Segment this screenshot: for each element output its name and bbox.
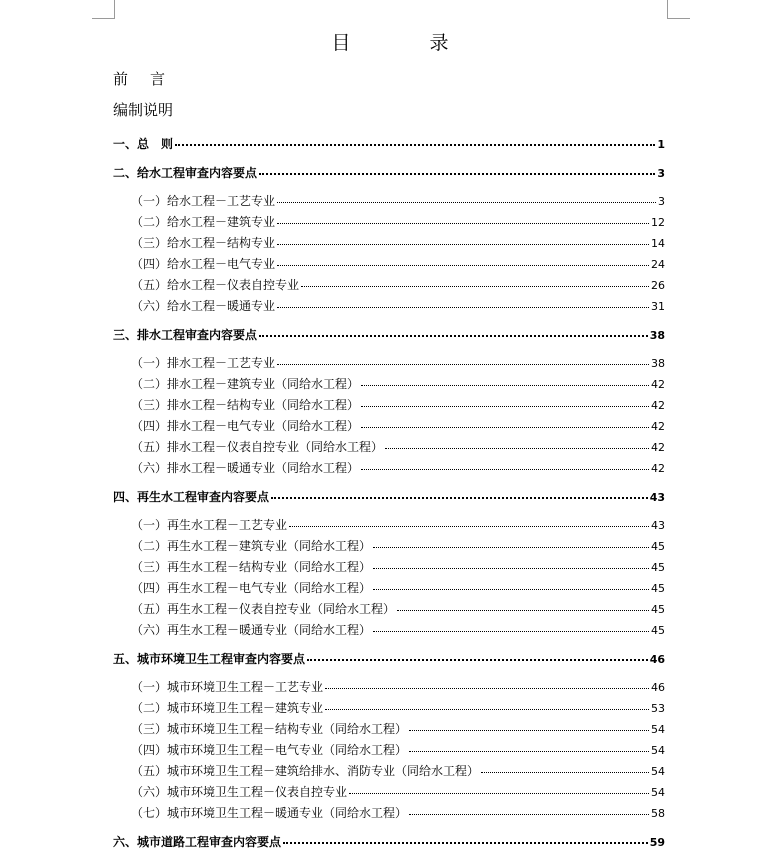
- page-corner-mark-right: [667, 0, 690, 19]
- toc-dot-leader: [277, 223, 649, 224]
- toc-dot-leader: [373, 568, 649, 569]
- toc-page-number: 26: [651, 279, 665, 292]
- toc-dot-leader: [373, 589, 649, 590]
- toc-page-number: 45: [651, 561, 665, 574]
- toc-entry-label: （四）给水工程－电气专业: [131, 257, 276, 271]
- toc-entry-label: （四）排水工程－电气专业（同给水工程）: [131, 419, 360, 433]
- toc-dot-leader: [325, 709, 649, 710]
- toc-page-number: 46: [651, 681, 665, 694]
- toc-dot-leader: [373, 547, 649, 548]
- toc-entry-label: （五）城市环境卫生工程－建筑给排水、消防专业（同给水工程）: [131, 764, 480, 778]
- toc-section-entry[interactable]: [131, 439, 665, 455]
- toc-page-number: 14: [651, 237, 665, 250]
- front-compilation-notes[interactable]: 编制说明: [113, 101, 174, 119]
- toc-entry-label: 五、城市环境卫生工程审查内容要点: [113, 652, 306, 666]
- toc-dot-leader: [277, 265, 649, 266]
- toc-section-entry[interactable]: [131, 601, 665, 617]
- toc-dot-leader: [259, 335, 648, 337]
- toc-entry-label: （二）城市环境卫生工程－建筑专业: [131, 701, 324, 715]
- toc-page-number: 54: [651, 786, 665, 799]
- toc-entry-label: （三）排水工程－结构专业（同给水工程）: [131, 398, 360, 412]
- toc-dot-leader: [361, 427, 649, 428]
- toc-entry-label: （三）给水工程－结构专业: [131, 236, 276, 250]
- toc-page-number: 45: [651, 582, 665, 595]
- toc-section-entry[interactable]: [131, 805, 665, 821]
- toc-page-number: 38: [649, 329, 665, 342]
- toc-page-number: 38: [651, 357, 665, 370]
- toc-entry-label: （五）排水工程－仪表自控专业（同给水工程）: [131, 440, 384, 454]
- toc-entry-label: 六、城市道路工程审查内容要点: [113, 835, 282, 849]
- toc-dot-leader: [283, 842, 648, 844]
- toc-entry-label: （二）排水工程－建筑专业（同给水工程）: [131, 377, 360, 391]
- toc-dot-leader: [361, 406, 649, 407]
- toc-dot-leader: [409, 751, 649, 752]
- toc-page-number: 53: [651, 702, 665, 715]
- toc-chapter-entry[interactable]: [113, 165, 665, 181]
- toc-section-entry[interactable]: [131, 397, 665, 413]
- toc-dot-leader: [277, 307, 649, 308]
- toc-page-number: 31: [651, 300, 665, 313]
- toc-page-number: 3: [657, 167, 665, 180]
- toc-entry-label: （六）给水工程－暖通专业: [131, 299, 276, 313]
- toc-entry-label: （三）城市环境卫生工程－结构专业（同给水工程）: [131, 722, 408, 736]
- toc-section-entry[interactable]: [131, 517, 665, 533]
- toc-page-number: 42: [651, 399, 665, 412]
- toc-entry-label: （一）再生水工程－工艺专业: [131, 518, 288, 532]
- toc-section-entry[interactable]: [131, 235, 665, 251]
- toc-entry-label: （四）再生水工程－电气专业（同给水工程）: [131, 581, 372, 595]
- toc-entry-label: （五）再生水工程－仪表自控专业（同给水工程）: [131, 602, 396, 616]
- toc-dot-leader: [373, 631, 649, 632]
- toc-page-number: 43: [649, 491, 665, 504]
- toc-entry-label: （四）城市环境卫生工程－电气专业（同给水工程）: [131, 743, 408, 757]
- toc-page-number: 45: [651, 603, 665, 616]
- toc-section-entry[interactable]: [131, 376, 665, 392]
- toc-section-entry[interactable]: [131, 193, 665, 209]
- toc-entry-label: （一）排水工程－工艺专业: [131, 356, 276, 370]
- toc-dot-leader: [397, 610, 649, 611]
- toc-dot-leader: [409, 730, 649, 731]
- toc-section-entry[interactable]: [131, 538, 665, 554]
- toc-entry-label: 二、给水工程审查内容要点: [113, 166, 258, 180]
- toc-entry-label: （一）城市环境卫生工程－工艺专业: [131, 680, 324, 694]
- toc-entry-label: （六）再生水工程－暖通专业（同给水工程）: [131, 623, 372, 637]
- toc-dot-leader: [349, 793, 649, 794]
- toc-dot-leader: [277, 364, 649, 365]
- toc-dot-leader: [409, 814, 649, 815]
- toc-dot-leader: [301, 286, 649, 287]
- toc-section-entry[interactable]: [131, 559, 665, 575]
- toc-page-number: 45: [651, 540, 665, 553]
- page-title: 目 录: [331, 32, 479, 54]
- toc-page-number: 54: [651, 765, 665, 778]
- front-preface[interactable]: 前言: [113, 70, 188, 88]
- page-corner-mark-left: [92, 0, 115, 19]
- toc-entry-label: 一、总 则: [113, 137, 174, 151]
- toc-chapter-entry[interactable]: [113, 327, 665, 343]
- toc-entry-label: （二）再生水工程－建筑专业（同给水工程）: [131, 539, 372, 553]
- toc-section-entry[interactable]: [131, 580, 665, 596]
- toc-entry-label: （二）给水工程－建筑专业: [131, 215, 276, 229]
- toc-entry-label: （三）再生水工程－结构专业（同给水工程）: [131, 560, 372, 574]
- toc-page-number: 1: [657, 138, 665, 151]
- toc-page-number: 42: [651, 420, 665, 433]
- toc-section-entry[interactable]: [131, 784, 665, 800]
- toc-entry-label: （七）城市环境卫生工程－暖通专业（同给水工程）: [131, 806, 408, 820]
- toc-page-number: 45: [651, 624, 665, 637]
- toc-section-entry[interactable]: [131, 742, 665, 758]
- toc-page-number: 42: [651, 462, 665, 475]
- toc-section-entry[interactable]: [131, 679, 665, 695]
- toc-dot-leader: [175, 144, 655, 146]
- toc-dot-leader: [271, 497, 648, 499]
- toc-page-number: 58: [651, 807, 665, 820]
- toc-page-number: 42: [651, 441, 665, 454]
- toc-dot-leader: [361, 385, 649, 386]
- toc-section-entry[interactable]: [131, 763, 665, 779]
- toc-dot-leader: [307, 659, 648, 661]
- toc-section-entry[interactable]: [131, 460, 665, 476]
- toc-page-number: 43: [651, 519, 665, 532]
- toc-page-number: 54: [651, 723, 665, 736]
- toc-section-entry[interactable]: [131, 214, 665, 230]
- toc-chapter-entry[interactable]: [113, 489, 665, 505]
- toc-page-number: 46: [649, 653, 665, 666]
- toc-chapter-entry[interactable]: [113, 136, 665, 152]
- toc-page-number: 42: [651, 378, 665, 391]
- toc-entry-label: （五）给水工程－仪表自控专业: [131, 278, 300, 292]
- toc-section-entry[interactable]: [131, 277, 665, 293]
- toc-dot-leader: [259, 173, 655, 175]
- toc-dot-leader: [385, 448, 649, 449]
- toc-page-number: 54: [651, 744, 665, 757]
- toc-dot-leader: [289, 526, 649, 527]
- toc-section-entry[interactable]: [131, 622, 665, 638]
- toc-dot-leader: [277, 244, 649, 245]
- toc-entry-label: （六）城市环境卫生工程－仪表自控专业: [131, 785, 348, 799]
- toc-page-number: 3: [658, 195, 665, 208]
- toc-section-entry[interactable]: [131, 418, 665, 434]
- toc-section-entry[interactable]: [131, 355, 665, 371]
- toc-chapter-entry[interactable]: [113, 834, 665, 850]
- toc-page-number: 12: [651, 216, 665, 229]
- toc-page-number: 24: [651, 258, 665, 271]
- toc-dot-leader: [325, 688, 649, 689]
- toc-entry-label: 三、排水工程审查内容要点: [113, 328, 258, 342]
- toc-section-entry[interactable]: [131, 721, 665, 737]
- toc-section-entry[interactable]: [131, 700, 665, 716]
- toc-dot-leader: [481, 772, 649, 773]
- toc-entry-label: 四、再生水工程审查内容要点: [113, 490, 270, 504]
- toc-section-entry[interactable]: [131, 256, 665, 272]
- toc-page-number: 59: [649, 836, 665, 849]
- toc-dot-leader: [277, 202, 656, 203]
- toc-entry-label: （一）给水工程－工艺专业: [131, 194, 276, 208]
- toc-dot-leader: [361, 469, 649, 470]
- toc-entry-label: （六）排水工程－暖通专业（同给水工程）: [131, 461, 360, 475]
- toc-chapter-entry[interactable]: [113, 651, 665, 667]
- toc-section-entry[interactable]: [131, 298, 665, 314]
